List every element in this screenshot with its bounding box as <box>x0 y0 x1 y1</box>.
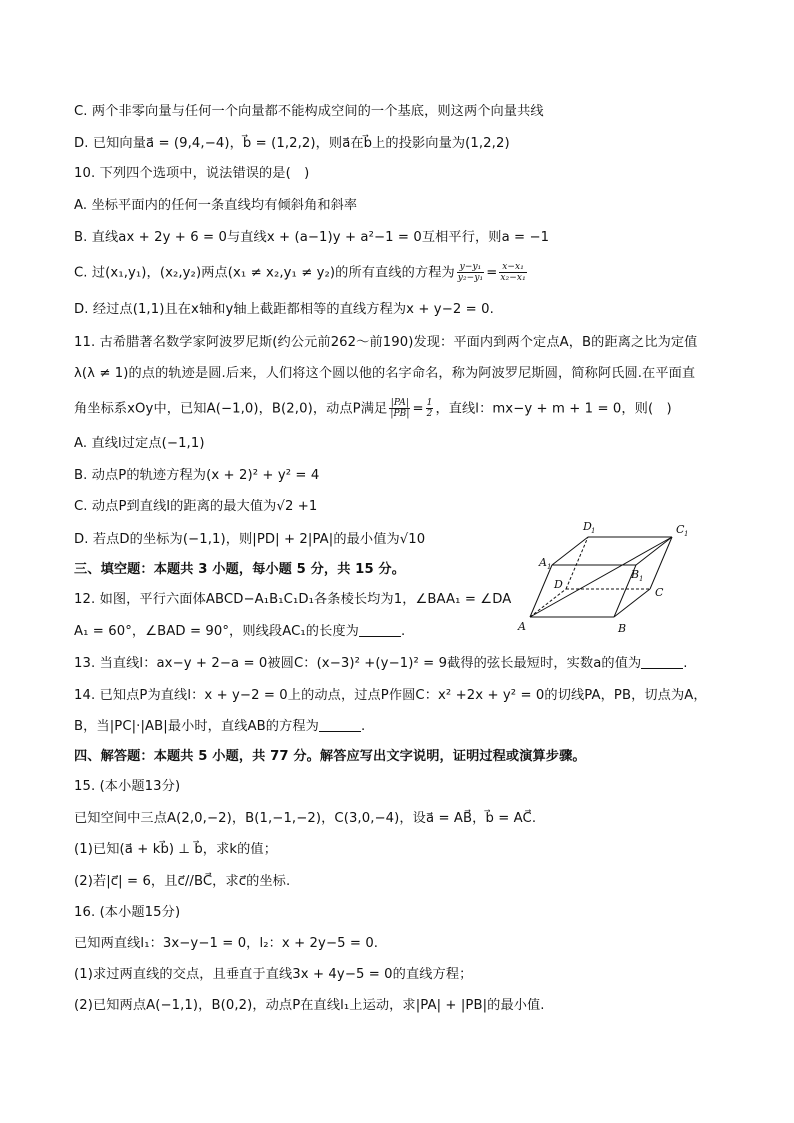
period: . <box>683 656 688 671</box>
equals-sign: = <box>412 401 424 417</box>
q14-line2 <box>74 717 365 737</box>
q9-option-c: C. 两个非零向量与任何一个向量都不能构成空间的一个基底，则这两个向量共线 <box>74 104 544 119</box>
q16-stem: 已知两直线l₁：3x−y−1 = 0，l₂：x + 2y−5 = 0. <box>74 936 379 951</box>
q16-heading: 16. (本小题15分) <box>74 905 181 920</box>
label-C1-sub: 1 <box>684 530 689 538</box>
q12-line1: 12. 如图，平行六面体ABCD−A₁B₁C₁D₁各条棱长均为1，∠BAA₁ = ∠DA <box>74 592 512 607</box>
q10c-right-fraction <box>499 262 526 283</box>
q13-text: 13. 当直线l：ax−y + 2−a = 0被圆C：(x−3)² +(y−1)² = 9截得的弦长最短时，实数a的值为 <box>74 656 642 671</box>
q14-line1: 14. 已知点P为直线l：x + y−2 = 0上的动点，过点P作圆C：x² +2x + y² = 0的切线PA，PB，切点为A， <box>74 688 707 703</box>
section-4-heading: 四、解答题：本题共 5 小题，共 77 分。解答应写出文字说明，证明过程或演算步骤。 <box>74 749 586 764</box>
fraction-numerator: y−y₁ <box>457 262 484 273</box>
parallelepiped-figure <box>510 514 706 638</box>
answer-blank <box>319 717 361 732</box>
fraction-denominator: |PB| <box>390 409 410 419</box>
label-B1: B <box>631 568 640 581</box>
section-3-heading: 三、填空题：本题共 3 小题，每小题 5 分，共 15 分。 <box>74 562 405 577</box>
q10c-left-fraction <box>457 262 484 283</box>
label-B1-sub: 1 <box>639 575 644 583</box>
label-D1-sub: 1 <box>591 527 596 535</box>
label-D: D <box>554 578 563 591</box>
answer-blank <box>359 622 401 637</box>
q16-part1: (1)求过两直线的交点，且垂直于直线3x + 4y−5 = 0的直线方程； <box>74 967 473 982</box>
diagonal-AC1 <box>530 537 672 617</box>
fraction-denominator: 2 <box>426 409 433 419</box>
label-A: A <box>518 620 526 633</box>
q11-option-b: B. 动点P的轨迹方程为(x + 2)² + y² = 4 <box>74 468 320 483</box>
q12-line2 <box>74 622 405 642</box>
label-A1-sub: 1 <box>547 563 552 571</box>
q13 <box>74 654 688 674</box>
q11-option-d: D. 若点D的坐标为(−1,1)，则|PD| + 2|PA|的最小值为√10 <box>74 532 426 547</box>
fraction-numerator: x−x₁ <box>499 262 526 273</box>
q12-text: A₁ = 60°，∠BAD = 90°，则线段AC₁的长度为 <box>74 624 359 639</box>
q11-option-a: A. 直线l过定点(−1,1) <box>74 436 205 451</box>
q15-stem: 已知空间中三点A(2,0,−2)，B(1,−1,−2)，C(3,0,−4)，设a⃗ = AB⃗，b⃗ = AC⃗. <box>74 811 537 826</box>
label-A1: A <box>539 556 547 569</box>
q11-ratio-fraction <box>389 398 410 419</box>
q11-stem-line1: 11. 古希腊著名数学家阿波罗尼斯(约公元前262～前190)发现：平面内到两个定点A，B的距离之比为定值 <box>74 335 698 350</box>
label-C1: C <box>676 523 685 536</box>
edge-AA1 <box>530 565 552 617</box>
q15-heading: 15. (本小题13分) <box>74 779 181 794</box>
answer-blank <box>641 654 683 669</box>
q11-stem-line3 <box>74 398 672 420</box>
q10-option-d: D. 经过点(1,1)且在x轴和y轴上截距都相等的直线方程为x + y−2 = 0. <box>74 302 494 317</box>
fraction-numerator: |PA| <box>390 398 409 408</box>
fraction-denominator: y₂−y₁ <box>457 273 484 283</box>
q11-option-c: C. 动点P到直线l的距离的最大值为√2 +1 <box>74 499 318 514</box>
q10-option-b: B. 直线ax + 2y + 6 = 0与直线x + (a−1)y + a²−1 = 0互相平行，则a = −1 <box>74 230 550 245</box>
q14-text: B，当|PC|·|AB|最小时，直线AB的方程为 <box>74 719 319 734</box>
fraction-numerator: 1 <box>426 398 433 408</box>
label-D1: D <box>583 520 592 533</box>
q11-line3-text: 角坐标系xOy中，已知A(−1,0)，B(2,0)，动点P满足 <box>74 401 388 417</box>
edge-DD1 <box>566 537 588 589</box>
q11-stem-line2: λ(λ ≠ 1)的点的轨迹是圆.后来，人们将这个圆以他的名字命名，称为阿波罗尼斯圆，简称阿氏圆.在平面直 <box>74 366 696 381</box>
q10-option-a: A. 坐标平面内的任何一条直线均有倾斜角和斜率 <box>74 198 358 213</box>
equals-sign: = <box>486 265 498 281</box>
q10-stem: 10. 下列四个选项中，说法错误的是( ) <box>74 166 310 181</box>
label-B: B <box>618 622 627 635</box>
q16-part2: (2)已知两点A(−1,1)，B(0,2)，动点P在直线l₁上运动，求|PA| + |PB|的最小值. <box>74 998 545 1013</box>
q10-option-c <box>74 262 529 284</box>
q11-half-fraction <box>426 398 434 419</box>
label-C: C <box>655 586 664 599</box>
q10c-text: C. 过(x₁,y₁)，(x₂,y₂)两点(x₁ ≠ x₂,y₁ ≠ y₂)的所有直线的方程为 <box>74 265 455 281</box>
period: . <box>400 624 406 639</box>
edge-CC1 <box>650 537 672 589</box>
q9-option-d: D. 已知向量a⃗ = (9,4,−4)，b⃗ = (1,2,2)，则a⃗在b⃗上的投影向量为(1,2,2) <box>74 136 510 151</box>
q15-part2: (2)若|c⃗| = 6，且c⃗//BC⃗，求c⃗的坐标. <box>74 874 291 889</box>
q15-part1: (1)已知(a⃗ + kb⃗) ⊥ b⃗，求k的值； <box>74 842 277 857</box>
period: . <box>360 719 366 734</box>
figure-edges <box>530 537 672 617</box>
fraction-denominator: x₂−x₁ <box>500 273 526 283</box>
q11-line3-rest: ，直线l：mx−y + m + 1 = 0，则( ) <box>435 401 672 417</box>
